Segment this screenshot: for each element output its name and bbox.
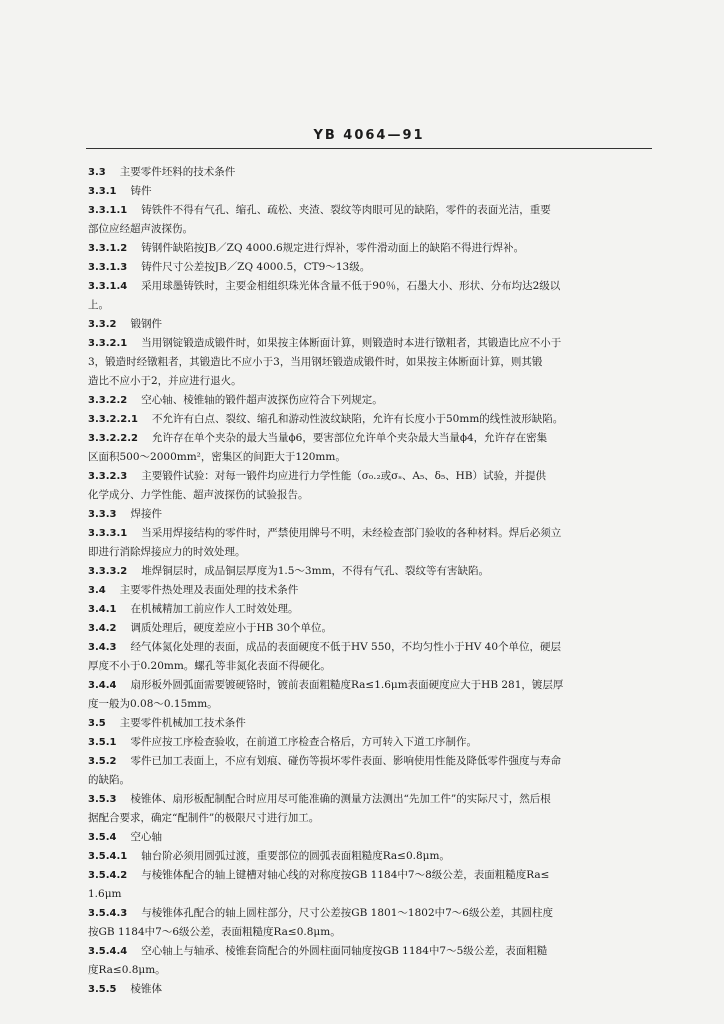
clause-number: 3.5.4.2	[88, 870, 128, 881]
clause-number: 3.5.4	[88, 832, 117, 843]
clause-number: 3.3.2.2.2	[88, 433, 138, 444]
clause-line	[88, 524, 652, 543]
clause-number: 3.5.1	[88, 737, 117, 748]
clause-text: 焊接件	[130, 508, 162, 520]
clause-text: 允许存在单个夹杂的最大当量ϕ6，要害部位允许单个夹杂最大当量ϕ4，允许存在密集	[152, 432, 548, 444]
clause-line	[88, 562, 652, 581]
clause-text: 据配合要求，确定“配制件”的极限尺寸进行加工。	[88, 812, 320, 824]
clause-line	[88, 638, 652, 657]
clause-number: 3.3.1.2	[88, 243, 128, 254]
clause-number: 3.5.5	[88, 984, 117, 995]
clause-number: 3.5.4.1	[88, 851, 128, 862]
clause-line	[88, 258, 652, 277]
clause-line	[88, 980, 652, 999]
clause-number: 3.4.1	[88, 604, 117, 615]
clause-text: 堆焊铜层时，成品铜层厚度为1.5～3mm，不得有气孔、裂纹等有害缺陷。	[141, 565, 490, 577]
continuation-line	[88, 220, 652, 239]
clause-number: 3.4.3	[88, 642, 117, 653]
clause-text: 轴台阶必须用圆弧过渡，重要部位的圆弧表面粗糙度Ra≤0.8μm。	[141, 850, 450, 862]
continuation-line	[88, 353, 652, 372]
continuation-line	[88, 809, 652, 828]
clause-text: 与棱锥体孔配合的轴上圆柱部分，尺寸公差按GB 1801～1802中7～6级公差，其圆柱度	[141, 907, 553, 919]
continuation-line	[88, 923, 652, 942]
clause-text: 在机械精加工前应作人工时效处理。	[130, 603, 299, 615]
continuation-line	[88, 448, 652, 467]
clause-number: 3.3.3.1	[88, 528, 128, 539]
document-header: YB 4064—91	[313, 128, 425, 143]
continuation-line	[88, 296, 652, 315]
clause-number: 3.3.2	[88, 319, 117, 330]
clause-text: 经气体氮化处理的表面，成品的表面硬度不低于HV 550，不均匀性小于HV 40个单位，硬层	[130, 641, 562, 653]
clause-number: 3.4	[88, 585, 106, 596]
clause-line	[88, 619, 652, 638]
clause-line	[88, 467, 652, 486]
clause-line	[88, 600, 652, 619]
clause-text: 空心轴	[130, 831, 162, 843]
clause-text: 铸件	[130, 185, 152, 197]
clause-text: 厚度不小于0.20mm。螺孔等非氮化表面不得硬化。	[88, 660, 331, 672]
clause-number: 3.3.2.2.1	[88, 414, 138, 425]
clause-number: 3.3	[88, 167, 106, 178]
continuation-line	[88, 961, 652, 980]
clause-line	[88, 315, 652, 334]
clause-line	[88, 334, 652, 353]
clause-text: 3，锻造时经镦粗者，其锻造比不应小于3，当用钢坯锻造成锻件时，如果按主体断面计算，则其锻	[88, 356, 543, 368]
clause-line	[88, 201, 652, 220]
clause-number: 3.4.4	[88, 680, 117, 691]
clause-text: 当用钢锭锻造成锻件时，如果按主体断面计算，则锻造时本进行镦粗者，其锻造比应不小于	[141, 337, 562, 349]
clause-text: 化学成分、力学性能、超声波探伤的试验报告。	[88, 489, 309, 501]
clause-number: 3.3.2.1	[88, 338, 128, 349]
clause-line	[88, 752, 652, 771]
clause-text: 铸钢件缺陷按JB／ZQ 4000.6规定进行焊补，零件滑动面上的缺陷不得进行焊补。	[141, 242, 525, 254]
clause-text: 主要零件坯料的技术条件	[119, 166, 236, 178]
clause-text: 零件应按工序检查验收，在前道工序检查合格后，方可转入下道工序制作。	[130, 736, 477, 748]
clause-line	[88, 942, 652, 961]
clause-text: 的缺陷。	[88, 774, 130, 786]
clause-line	[88, 847, 652, 866]
clause-line	[88, 391, 652, 410]
clause-text: 不允许有白点、裂纹、缩孔和游动性波纹缺陷，允许有长度小于50mm的线性波形缺陷。	[152, 413, 564, 425]
continuation-line	[88, 543, 652, 562]
continuation-line	[88, 771, 652, 790]
clause-text: 铸铁件不得有气孔、缩孔、疏松、夹渣、裂纹等肉眼可见的缺陷，零件的表面光洁，重要	[141, 204, 551, 216]
continuation-line	[88, 657, 652, 676]
clause-text: 调质处理后，硬度差应小于HB 30个单位。	[130, 622, 333, 634]
clause-number: 3.3.3	[88, 509, 117, 520]
clause-number: 3.5.3	[88, 794, 117, 805]
continuation-line	[88, 486, 652, 505]
clause-number: 3.5.4.4	[88, 946, 128, 957]
clause-text: 部位应经超声波探伤。	[88, 223, 193, 235]
clause-number: 3.3.2.3	[88, 471, 128, 482]
clause-text: 主要零件热处理及表面处理的技术条件	[119, 584, 299, 596]
clause-text: 度Ra≤0.8μm。	[88, 964, 166, 976]
clause-number: 3.5	[88, 718, 106, 729]
clause-text: 主要锻件试验：对每一锻件均应进行力学性能（σ₀.₂或σₛ、A₅、δ₅、HB）试验，并提供	[141, 470, 547, 482]
clause-text: 铸件尺寸公差按JB／ZQ 4000.5，CT9～13级。	[141, 261, 371, 273]
clause-line	[88, 676, 652, 695]
clause-text: 主要零件机械加工技术条件	[119, 717, 246, 729]
clause-line	[88, 866, 652, 885]
clause-text: 度一般为0.08～0.15mm。	[88, 698, 218, 710]
clause-number: 3.3.1.3	[88, 262, 128, 273]
clause-text: 扇形板外圆弧面需要镀硬铬时，镀前表面粗糙度Ra≤1.6μm表面硬度应大于HB 281，镀层厚	[130, 679, 564, 691]
clause-line	[88, 904, 652, 923]
clause-text: 上。	[88, 299, 109, 311]
continuation-line	[88, 372, 652, 391]
clause-number: 3.5.4.3	[88, 908, 128, 919]
clause-number: 3.3.1.1	[88, 205, 128, 216]
header-rule	[86, 148, 652, 149]
clause-number: 3.4.2	[88, 623, 117, 634]
clause-text: 当采用焊接结构的零件时，严禁使用牌号不明，未经检查部门验收的各种材料。焊后必须立	[141, 527, 562, 539]
clause-text: 采用球墨铸铁时，主要金相组织珠光体含量不低于90％，石墨大小、形状、分布均达2级以	[141, 280, 561, 292]
clause-line	[88, 239, 652, 258]
clause-line	[88, 828, 652, 847]
clause-line	[88, 429, 652, 448]
clause-text: 即进行消除焊接应力的时效处理。	[88, 546, 246, 558]
clause-line	[88, 505, 652, 524]
clause-line	[88, 714, 652, 733]
clause-text: 棱锥体、扇形板配制配合时应用尽可能准确的测量方法测出“先加工件”的实际尺寸，然后根	[130, 793, 551, 805]
document-body	[88, 163, 652, 999]
clause-text: 棱锥体	[130, 983, 162, 995]
clause-line	[88, 182, 652, 201]
continuation-line	[88, 695, 652, 714]
clause-text: 1.6μm	[88, 888, 122, 900]
clause-text: 锻钢件	[130, 318, 162, 330]
clause-number: 3.3.1	[88, 186, 117, 197]
clause-line	[88, 581, 652, 600]
clause-text: 造比不应小于2，并应进行退火。	[88, 375, 242, 387]
clause-text: 空心轴、棱锥轴的锻件超声波探伤应符合下列规定。	[141, 394, 383, 406]
clause-text: 零件已加工表面上，不应有划痕、碰伤等损坏零件表面、影响使用性能及降低零件强度与寿命	[130, 755, 561, 767]
clause-line	[88, 277, 652, 296]
continuation-line	[88, 885, 652, 904]
clause-text: 按GB 1184中7～6级公差，表面粗糙度Ra≤0.8μm。	[88, 926, 341, 938]
clause-line	[88, 163, 652, 182]
clause-number: 3.3.2.2	[88, 395, 128, 406]
clause-line	[88, 410, 652, 429]
clause-number: 3.3.3.2	[88, 566, 128, 577]
clause-number: 3.3.1.4	[88, 281, 128, 292]
clause-text: 空心轴上与轴承、棱锥套筒配合的外圆柱面同轴度按GB 1184中7～5级公差，表面粗糙	[141, 945, 548, 957]
clause-line	[88, 790, 652, 809]
clause-text: 与棱锥体配合的轴上键槽对轴心线的对称度按GB 1184中7～8级公差，表面粗糙度Ra≤	[141, 869, 550, 881]
clause-text: 区面积500～2000mm²，密集区的间距大于120mm。	[88, 451, 346, 463]
clause-line	[88, 733, 652, 752]
clause-number: 3.5.2	[88, 756, 117, 767]
